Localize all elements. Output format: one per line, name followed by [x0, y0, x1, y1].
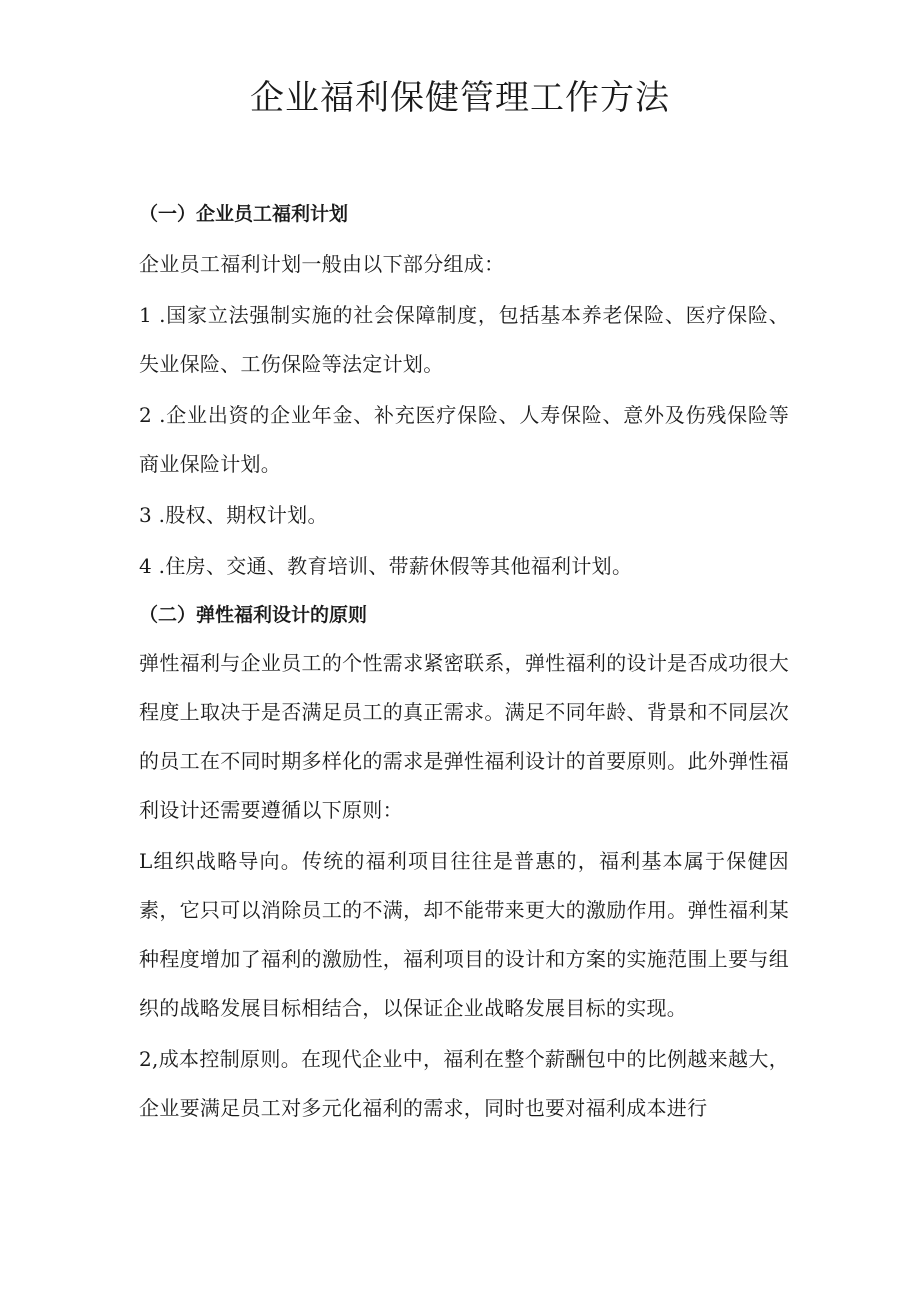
paragraph-cost-control: 2,成本控制原则。在现代企业中，福利在整个薪酬包中的比例越来越大，企业要满足员工对多元化福利的需求，同时也要对福利成本进行 — [139, 1047, 789, 1120]
document-body — [139, 190, 789, 1133]
paragraph-flexible-welfare-intro: 弹性福利与企业员工的个性需求紧密联系，弹性福利的设计是否成功很大程度上取决于是否满足员工的真正需求。满足不同年龄、背景和不同层次的员工在不同时期多样化的需求是弹性福利设计的首要原则。此外弹性福利设计还需要遵循以下原则： — [139, 651, 789, 822]
list-item-social-security: 1 .国家立法强制实施的社会保障制度，包括基本养老保险、医疗保险、失业保险、工伤保险等法定计划。 — [139, 303, 789, 376]
list-item-equity-options: 3 .股权、期权计划。 — [139, 503, 328, 527]
section-heading-employee-welfare-plan: （一）企业员工福利计划 — [139, 203, 349, 225]
list-item-commercial-insurance: 2 .企业出资的企业年金、补充医疗保险、人寿保险、意外及伤残保险等商业保险计划。 — [139, 403, 789, 476]
section-heading-flexible-welfare-principles: （二）弹性福利设计的原则 — [139, 604, 368, 626]
list-item-other-welfare: 4 .住房、交通、教育培训、带薪休假等其他福利计划。 — [139, 554, 633, 578]
document-title: 企业福利保健管理工作方法 — [250, 78, 670, 118]
paragraph-plan-intro: 企业员工福利计划一般由以下部分组成： — [139, 252, 505, 276]
paragraph-strategy-orientation: L组织战略导向。传统的福利项目往往是普惠的，福利基本属于保健因素，它只可以消除员工的不满，却不能带来更大的激励作用。弹性福利某种程度增加了福利的激励性，福利项目的设计和方案的实施范围上要与组织的战略发展目标相结合，以保证企业战略发展目标的实现。 — [139, 849, 789, 1020]
